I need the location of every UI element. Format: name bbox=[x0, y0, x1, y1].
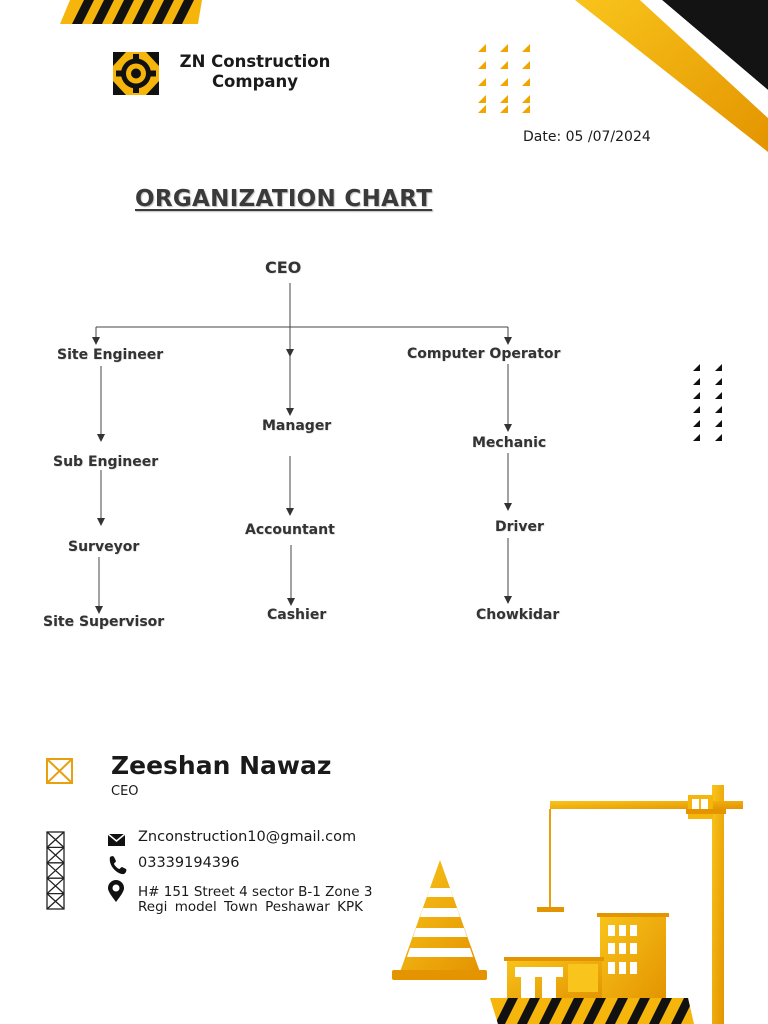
node-manager: Manager bbox=[262, 418, 332, 434]
node-cashier: Cashier bbox=[267, 607, 327, 623]
hazard-stripe-top bbox=[55, 0, 205, 24]
node-mechanic: Mechanic bbox=[472, 435, 547, 451]
phone-number[interactable]: 03339194396 bbox=[138, 855, 240, 871]
crossed-box-icon bbox=[47, 759, 72, 783]
logo-gear-icon bbox=[113, 52, 159, 95]
address-line1: H# 151 Street 4 sector B-1 Zone 3 bbox=[138, 884, 373, 900]
location-icon bbox=[108, 880, 124, 902]
traffic-cone-icon bbox=[392, 860, 487, 980]
org-chart-connectors bbox=[96, 283, 508, 606]
person-role: CEO bbox=[111, 784, 139, 799]
crossed-box-column bbox=[47, 832, 64, 909]
triangle-pattern-right bbox=[693, 364, 722, 441]
node-accountant: Accountant bbox=[245, 522, 335, 538]
company-name-line1: ZN Construction bbox=[179, 52, 331, 71]
building-icon bbox=[504, 913, 669, 999]
node-driver: Driver bbox=[495, 519, 544, 535]
node-surveyor: Surveyor bbox=[68, 539, 140, 555]
email-link[interactable]: Znconstruction10@gmail.com bbox=[138, 829, 357, 845]
node-site-supervisor: Site Supervisor bbox=[43, 614, 165, 630]
phone-icon bbox=[110, 856, 127, 874]
address-line2: Regi model Town Peshawar KPK bbox=[138, 899, 363, 915]
email-icon bbox=[108, 834, 125, 846]
document-date: Date: 05 /07/2024 bbox=[523, 129, 651, 145]
person-name: Zeeshan Nawaz bbox=[111, 751, 332, 780]
company-name bbox=[175, 52, 335, 92]
org-chart-arrowheads bbox=[92, 337, 512, 614]
node-ceo: CEO bbox=[265, 258, 302, 277]
chart-title: ORGANIZATION CHART bbox=[135, 186, 433, 212]
address bbox=[138, 885, 372, 915]
node-site-engineer: Site Engineer bbox=[57, 347, 164, 363]
node-sub-engineer: Sub Engineer bbox=[53, 454, 159, 470]
company-name-line2: Company bbox=[211, 72, 299, 91]
node-chowkidar: Chowkidar bbox=[476, 607, 560, 623]
triangle-pattern-top bbox=[478, 44, 530, 113]
hazard-stripe-bottom bbox=[485, 998, 700, 1024]
node-computer-operator: Computer Operator bbox=[407, 346, 561, 362]
